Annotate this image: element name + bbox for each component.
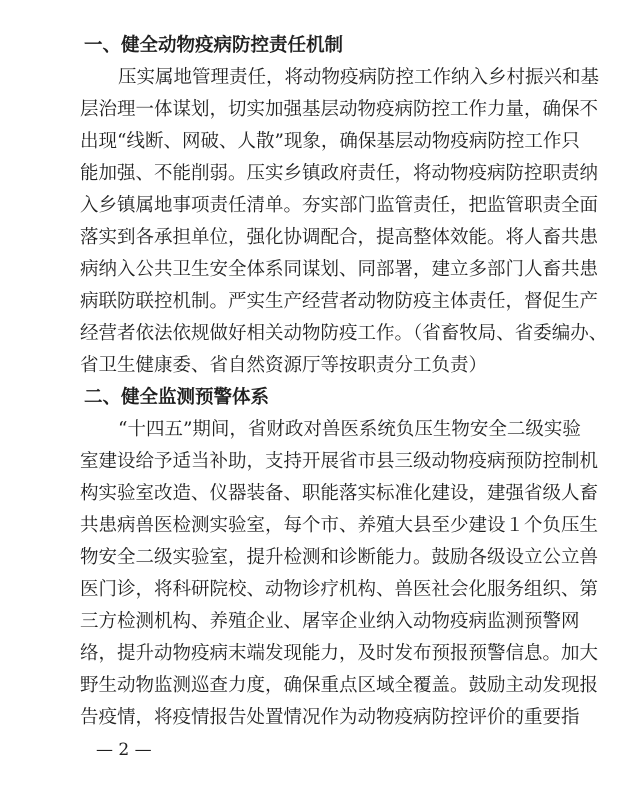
paragraph-line: 告疫情，将疫情报告处置情况作为动物疫病防控评价的重要指 bbox=[80, 707, 580, 728]
paragraph-line: 层治理一体谋划，切实加强基层动物疫病防控工作力量，确保不 bbox=[80, 99, 599, 120]
paragraph-line: 病联防联控机制。严实生产经营者动物防疫主体责任，督促生产 bbox=[80, 291, 599, 312]
paragraph-line: “十四五”期间，省财政对兽医系统负压生物安全二级实验 bbox=[118, 419, 581, 440]
paragraph-line: 络，提升动物疫病末端发现能力，及时发布预报预警信息。加大 bbox=[80, 643, 599, 664]
paragraph-line: 出现“线断、网破、人散”现象，确保基层动物疫病防控工作只 bbox=[80, 131, 580, 152]
section-1-heading: 一、健全动物疫病防控责任机制 bbox=[84, 35, 344, 56]
paragraph-line: 构实验室改造、仪器装备、职能落实标准化建设，建强省级人畜 bbox=[80, 483, 599, 504]
paragraph-line: 省卫生健康委、省自然资源厅等按职责分工负责） bbox=[80, 355, 488, 376]
paragraph-line: 野生动物监测巡查力度，确保重点区域全覆盖。鼓励主动发现报 bbox=[80, 675, 599, 696]
paragraph-line: 三方检测机构、养殖企业、屠宰企业纳入动物疫病监测预警网 bbox=[80, 611, 580, 632]
paragraph-line: 病纳入公共卫生安全体系同谋划、同部署，建立多部门人畜共患 bbox=[80, 259, 599, 280]
paragraph-line: 入乡镇属地事项责任清单。夯实部门监管责任，把监管职责全面 bbox=[80, 195, 599, 216]
page-number: — 2 — bbox=[96, 740, 152, 760]
paragraph-line: 能加强、不能削弱。压实乡镇政府责任，将动物疫病防控职责纳 bbox=[80, 163, 599, 184]
paragraph-line: 落实到各承担单位，强化协调配合，提高整体效能。将人畜共患 bbox=[80, 227, 599, 248]
paragraph-line: 室建设给予适当补助，支持开展省市县三级动物疫病预防控制机 bbox=[80, 451, 599, 472]
paragraph-line: 经营者依法依规做好相关动物防疫工作。（省畜牧局、省委编办、 bbox=[80, 323, 608, 344]
paragraph-line: 医门诊，将科研院校、动物诊疗机构、兽医社会化服务组织、第 bbox=[80, 579, 599, 600]
paragraph-line: 压实属地管理责任，将动物疫病防控工作纳入乡村振兴和基 bbox=[118, 67, 600, 88]
paragraph-line: 共患病兽医检测实验室，每个市、养殖大县至少建设１个负压生 bbox=[80, 515, 599, 536]
paragraph-line: 物安全二级实验室，提升检测和诊断能力。鼓励各级设立公立兽 bbox=[80, 547, 599, 568]
section-2-heading: 二、健全监测预警体系 bbox=[84, 387, 270, 408]
